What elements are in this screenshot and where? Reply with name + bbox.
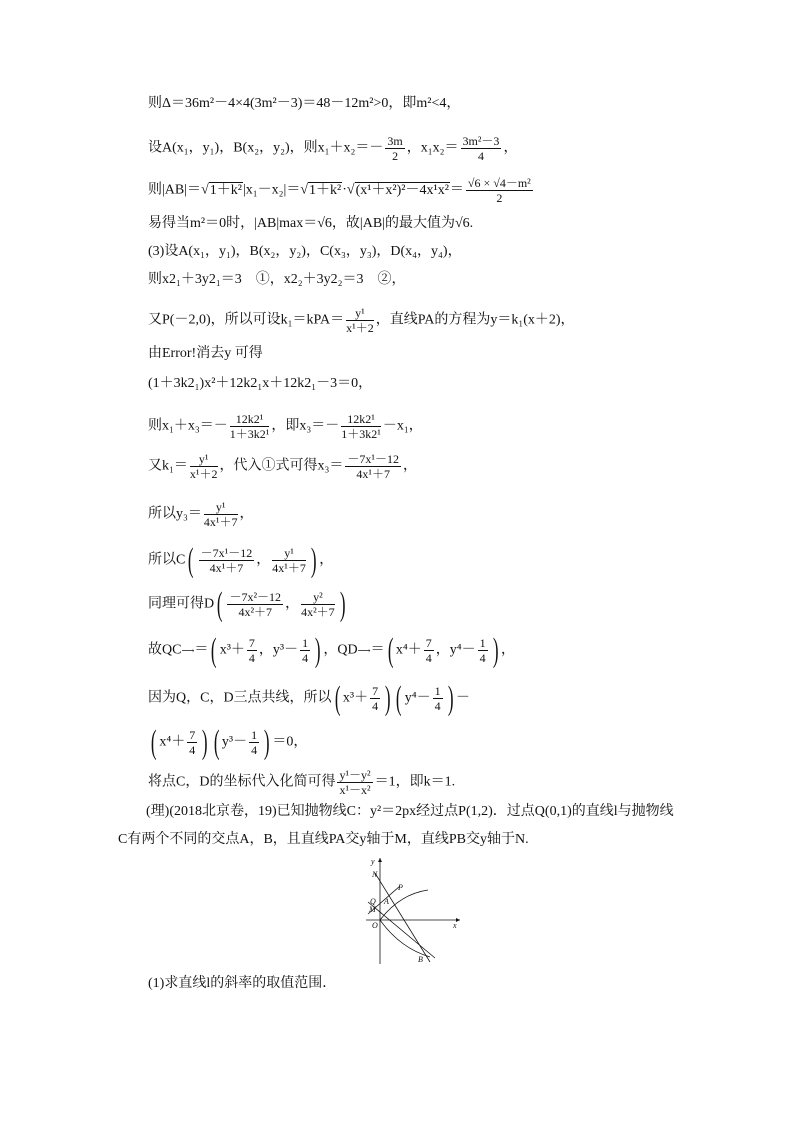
fig-label-a: A	[384, 897, 389, 906]
fraction: $\frac{\text{y¹}}{\text{4x¹＋7}}$	[203, 500, 238, 529]
question-1: (1)求直线l的斜率的取值范围．	[148, 976, 337, 991]
line-conclusion: 将点C，D的坐标代入化简可得 $\frac{\text{y¹－y²}}{\text{x¹－x²}}$ ＝1，即k＝1.	[148, 768, 456, 797]
fraction: $\frac{\text{－7x¹－12}}{\text{4x¹＋7}}$	[200, 546, 253, 575]
line-collinear: 因为Q，C，D三点共线，所以( x³＋ $\frac{7}{4}$ ) ( y⁴－ $\frac{1}{4}$ ) －	[148, 679, 470, 717]
fraction: $\frac{\text{y²}}{\text{4x²＋7}}$	[301, 590, 335, 619]
line-eliminate: 由Error!消去y 可得	[148, 346, 263, 361]
fraction: $\frac{7}{4}$	[248, 636, 255, 665]
fraction: $\frac{\text{－7x²－12}}{\text{4x²＋7}}$	[229, 590, 282, 619]
line-discriminant: 则Δ＝36m²－4×4(3m²－3)＝48－12m²>0，即m²<4，	[148, 96, 461, 111]
fraction: $\frac{\text{y¹－y²}}{\text{x¹－x²}}$	[339, 768, 371, 797]
line-collinear-cont: ( x⁴＋ $\frac{7}{4}$ ) ( y³－ $\frac{1}{4}$ ) ＝0，	[150, 723, 308, 761]
line-l	[368, 902, 435, 958]
line-chord-length: 则|AB|＝√1＋k²|x₁－x₂|＝√1＋k²·√(x¹＋x²)²－4x¹x²＝ $\frac{\text{√6 × √4－m²}}{2}$	[148, 176, 531, 205]
fraction: $\frac{1}{4}$	[302, 636, 309, 665]
fraction: $\frac{\text{12k2¹}}{\text{1＋3k2¹}}$	[341, 412, 381, 441]
line-substitute: 又k₁＝ $\frac{\text{y¹}}{\text{x¹＋2}}$ ，代入①式可得x₃＝ $\frac{\text{－7x¹－12}}{\text{4x¹＋7}}$ ，	[148, 452, 417, 481]
fraction: $\frac{\text{－7x¹－12}}{\text{4x¹＋7}}$	[347, 452, 399, 481]
fraction: $\frac{\text{y¹}}{\text{4x¹＋7}}$	[272, 546, 306, 575]
fig-label-n: N	[372, 870, 378, 879]
line-x3: 则x₁＋x₃＝－ $\frac{\text{12k2¹}}{\text{1＋3k2¹}}$ ，即x₃＝－ $\frac{\text{12k2¹}}{\text{1＋3k2¹}}$ －x₁，	[148, 412, 423, 441]
line-vieta: 设A(x₁，y₁)，B(x₂，y₂)，则x₁＋x₂＝－ $\frac{3m}{2}$ ，x₁x₂＝ $\frac{\text{3m²－3}}{4}$ ，	[148, 134, 518, 163]
fig-label-q: Q	[370, 897, 376, 906]
line-quadratic: (1＋3k2₁)x²＋12k2₁x＋12k2₁－3＝0，	[148, 376, 373, 391]
line-point-d: 同理可得D( $\frac{\text{－7x²－12}}{\text{4x²＋7}}$ ， $\frac{\text{y²}}{\text{4x²＋7}}$ )	[148, 585, 346, 623]
fraction: $\frac{\text{12k2¹}}{\text{1＋3k2¹}}$	[229, 412, 270, 441]
fraction: $\frac{7}{4}$	[425, 636, 432, 665]
parabola-figure	[360, 852, 470, 967]
fig-label-p: P	[398, 883, 403, 892]
line-ellipse-eq: 则x2₁＋3y2₁＝3 ①，x2₂＋3y2₂＝3 ②，	[148, 272, 406, 287]
fraction: $\frac{\text{3m²－3}}{4}$	[462, 134, 500, 163]
y-axis-arrow	[378, 858, 382, 862]
fig-label-y: y	[371, 857, 375, 866]
fraction: $\frac{1}{4}$	[434, 684, 441, 713]
problem-statement: (理)(2018北京卷，19)已知抛物线C：y²＝2px经过点P(1,2)．过点Q(0,1)的直线l与抛物线C有两个不同的交点A，B，且直线PA交y轴于M，直线PB交y轴于N.	[118, 804, 674, 847]
fraction: $\frac{7}{4}$	[372, 684, 379, 713]
fraction: $\frac{1}{4}$	[251, 728, 258, 757]
fraction: $\frac{\text{√6 × √4－m²}}{2}$	[467, 176, 531, 205]
line-point-c: 所以C( $\frac{\text{－7x¹－12}}{\text{4x¹＋7}}$ ， $\frac{\text{y¹}}{\text{4x¹＋7}}$ ) ，	[148, 541, 334, 579]
fig-label-m: M	[369, 905, 376, 914]
line-part3-setup: (3)设A(x₁，y₁)，B(x₂，y₂)，C(x₃，y₃)，D(x₄，y₄)，	[148, 244, 462, 259]
x-axis-arrow	[456, 918, 460, 922]
fraction: $\frac{7}{4}$	[189, 728, 196, 757]
fig-label-o: O	[372, 921, 378, 930]
fraction: $\frac{3m}{2}$	[387, 134, 403, 163]
fraction: $\frac{\text{y¹}}{\text{x¹＋2}}$	[189, 452, 218, 481]
line-y3: 所以y₃＝ $\frac{\text{y¹}}{\text{4x¹＋7}}$ ，	[148, 500, 254, 529]
line-vectors: 故QC⟶＝( x³＋ $\frac{7}{4}$ ，y³－ $\frac{1}{4}$ ) ，QD⟶＝( x⁴＋ $\frac{7}{4}$ ，y⁴－ $\frac{1}{4}$ ) ，	[148, 631, 515, 669]
line-max-length: 易得当m²＝0时，|AB|max＝√6，故|AB|的最大值为√6.	[148, 216, 474, 231]
fig-label-b: B	[418, 955, 423, 964]
fraction: $\frac{1}{4}$	[479, 636, 486, 665]
line-slope-pa: 又P(－2,0)，所以可设k₁＝kPA＝ $\frac{\text{y¹}}{\text{x¹＋2}}$ ，直线PA的方程为y＝k₁(x＋2)，	[148, 306, 575, 335]
fig-label-x: x	[453, 921, 457, 930]
fraction: $\frac{\text{y¹}}{\text{x¹＋2}}$	[346, 306, 374, 335]
